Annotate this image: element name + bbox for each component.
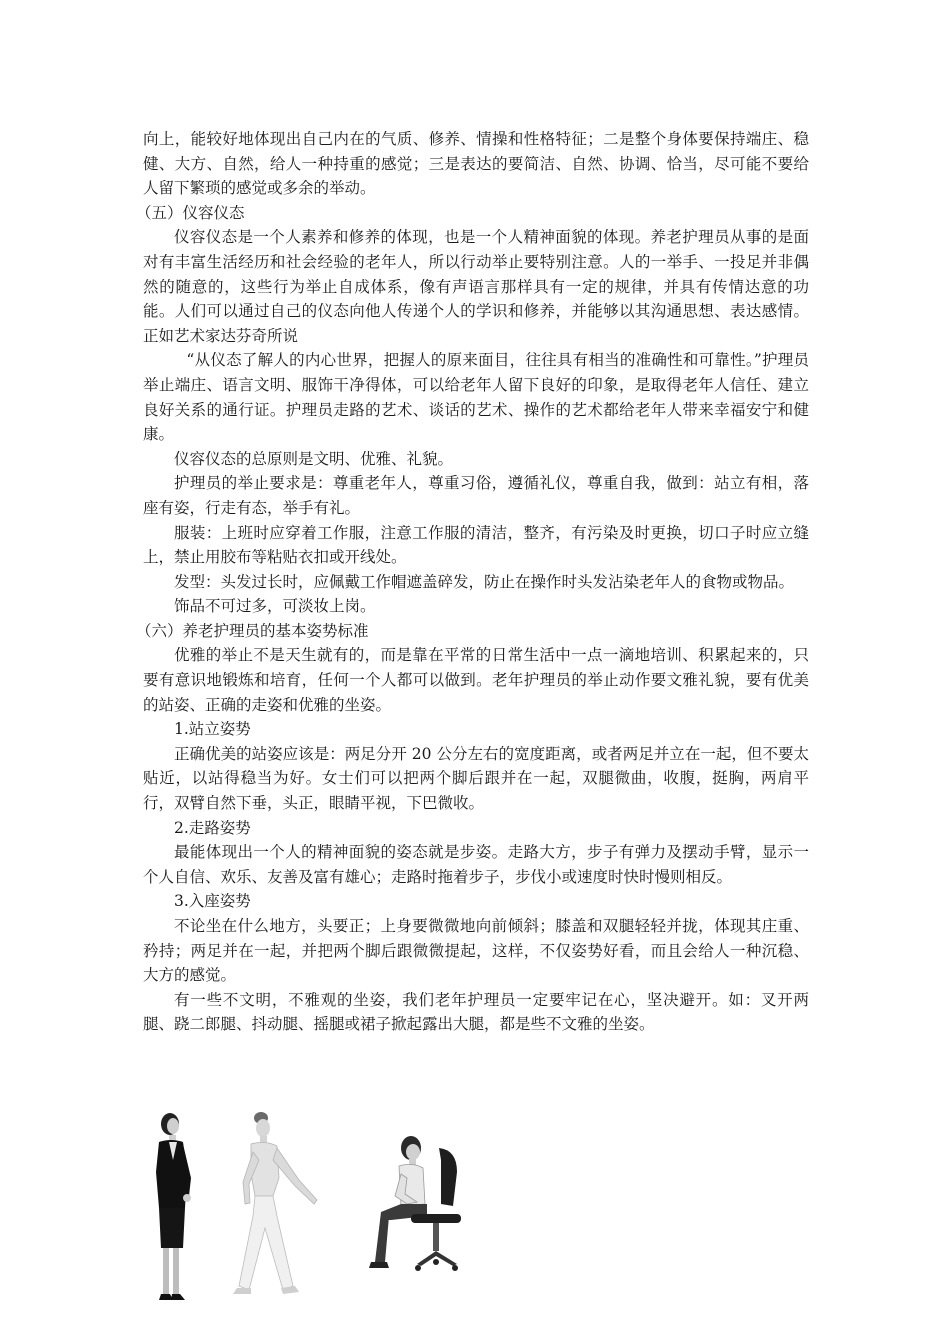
- section-heading-basic-postures: （六）养老护理员的基本姿势标准: [136, 621, 369, 640]
- paragraph-accessories: 饰品不可过多，可淡妆上岗。: [174, 597, 376, 616]
- posture-illustrations: [143, 1108, 483, 1308]
- paragraph-hairstyle: 发型：头发过长时，应佩戴工作帽遮盖碎发，防止在操作时头发沾染老年人的食物或物品。: [174, 572, 795, 591]
- paragraph-sitting: 不论坐在什么地方，头要正；上身要微微地向前倾斜；膝盖和双腿轻轻并拢，体现其庄重、矜持；两足并在一起，并把两个脚后跟微微提起，这样，不仅姿势好看，而且会给人一种沉稳、大方的感觉。: [143, 917, 809, 985]
- sitting-posture-figure: [361, 1108, 481, 1304]
- paragraph-clothing: 服装：上班时应穿着工作服，注意工作服的清洁，整齐，有污染及时更换，切口子时应立缝上，禁止用胶布等粘贴衣扣或开线处。: [143, 523, 809, 567]
- paragraph-behavior-requirements: 护理员的举止要求是：尊重老年人，尊重习俗，遵循礼仪，尊重自我，做到：站立有相，落座有姿，行走有态，举手有礼。: [143, 474, 809, 517]
- paragraph-postures-intro: 优雅的举止不是天生就有的，而是靠在平常的日常生活中一点一滴地培训、积累起来的，只要有意识地锻炼和培育，任何一个人都可以做到。老年护理员的举止动作要文雅礼貌，要有优美的站姿、正确的走姿和优雅的坐姿。: [143, 646, 809, 714]
- subheading-walking: 2.走路姿势: [174, 818, 251, 837]
- standing-posture-figure: [147, 1108, 203, 1304]
- section-heading-appearance: （五）仪容仪态: [136, 203, 245, 222]
- paragraph-standing: 正确优美的站姿应该是：两足分开 20 公分左右的宽度距离，或者两足并立在一起，但不要太贴近，以站得稳当为好。女士们可以把两个脚后跟并在一起，双腿微曲，收腹，挺胸，两肩平行，双臂自然下垂，头正，眼睛平视，下巴微收。: [143, 744, 809, 813]
- paragraph-walking: 最能体现出一个人的精神面貌的姿态就是步姿。走路大方，步子有弹力及摆动手臂，显示一个人自信、欢乐、友善及富有雄心；走路时拖着步子，步伐小或速度时快时慢则相反。: [143, 843, 809, 886]
- subheading-standing: 1.站立姿势: [174, 720, 251, 739]
- paragraph-improper-sitting: 有一些不文明，不雅观的坐姿，我们老年护理员一定要牢记在心，坚决避开。如：叉开两腿、跷二郎腿、抖动腿、摇腿或裙子掀起露出大腿，都是些不文雅的坐姿。: [143, 990, 809, 1034]
- paragraph-appearance-intro: 仪容仪态是一个人素养和修养的体现，也是一个人精神面貌的体现。养老护理员从事的是面对有丰富生活经历和社会经验的老年人，所以行动举止要特别注意。人的一举手、一投足并非偶然的随意的，这些行为举止自成体系，像有声语言那样具有一定的规律，并具有传情达意的功能。人们可以通过自己的仪态向他人传递个人的学识和修养，并能够以其沟通思想、表达感情。正如艺术家达芬奇所说: [143, 228, 809, 345]
- paragraph-general-principle: 仪容仪态的总原则是文明、优雅、礼貌。: [174, 449, 454, 468]
- paragraph-posture-summary: 向上，能较好地体现出自己内在的气质、修养、情操和性格特征；二是整个身体要保持端庄、稳健、大方、自然，给人一种持重的感觉；三是表达的要简洁、自然、协调、恰当，尽可能不要给人留下繁琐的感觉或多余的举动。: [143, 130, 809, 198]
- document-body: [136, 127, 809, 1037]
- walking-posture-figure: [221, 1108, 331, 1304]
- subheading-sitting: 3.入座姿势: [174, 892, 251, 911]
- paragraph-davinci-quote: “从仪态了解人的内心世界，把握人的原来面目，往往具有相当的准确性和可靠性。”护理员举止端庄、语言文明、服饰干净得体，可以给老年人留下良好的印象，是取得老年人信任、建立良好关系的通行证。护理员走路的艺术、谈话的艺术、操作的艺术都给老年人带来幸福安宁和健康。: [143, 351, 809, 444]
